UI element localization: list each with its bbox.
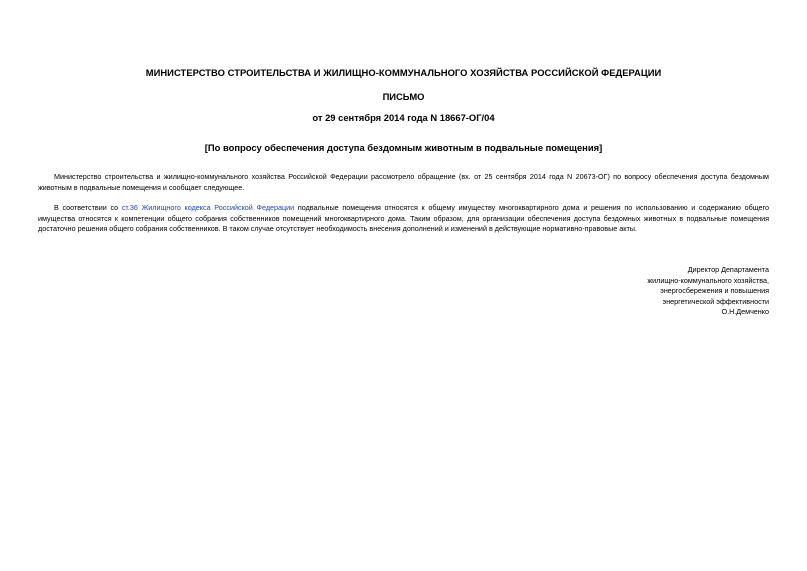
signature-line-4: энергетической эффективности <box>662 296 769 306</box>
body-paragraph-2 <box>38 203 769 235</box>
signature-block <box>647 265 769 318</box>
paragraph-2-prefix: В соответствии со <box>54 203 122 212</box>
housing-code-link[interactable]: ст.36 Жилищного кодекса Российской Федерации <box>121 203 295 212</box>
paragraph-2-suffix: подвальные помещения относятся к общему имуществу многоквартирного дома и решения по использованию и содержанию общего имущества относятся к компетенции общего собрания собственников помещений многоквартирного дома. Таким образом, для организации обеспечения доступа бездомных животных в подвальные помещения достаточно решения общего собрания собственников. В таком случае отсутствует необходимость внесения дополнений и изменений в действующие нормативно-правовые акты. <box>38 203 769 234</box>
signature-line-3: энергосбережения и повышения <box>660 286 769 296</box>
document-date-number: от 29 сентября 2014 года N 18667-ОГ/04 <box>312 112 495 123</box>
document-subject: [По вопросу обеспечения доступа бездомным животным в подвальные помещения] <box>204 142 603 153</box>
signature-name: О.Н.Демченко <box>721 307 769 317</box>
document-type: ПИСЬМО <box>382 91 425 102</box>
signature-line-1: Директор Департамента <box>687 265 769 274</box>
signature-line-2: жилищно-коммунального хозяйства, <box>647 275 769 285</box>
body-paragraph-1: Министерство строительства и жилищно-коммунального хозяйства Российской Федерации рассмотрело обращение (вх. от 25 сентября 2014 года N 20673-ОГ) по вопросу обеспечения доступа бездомным животным в подвальные помещения и сообщает следующее. <box>38 172 769 192</box>
ministry-name: МИНИСТЕРСТВО СТРОИТЕЛЬСТВА И ЖИЛИЩНО-КОММУНАЛЬНОГО ХОЗЯЙСТВА РОССИЙСКОЙ ФЕДЕРАЦИИ <box>145 67 662 78</box>
